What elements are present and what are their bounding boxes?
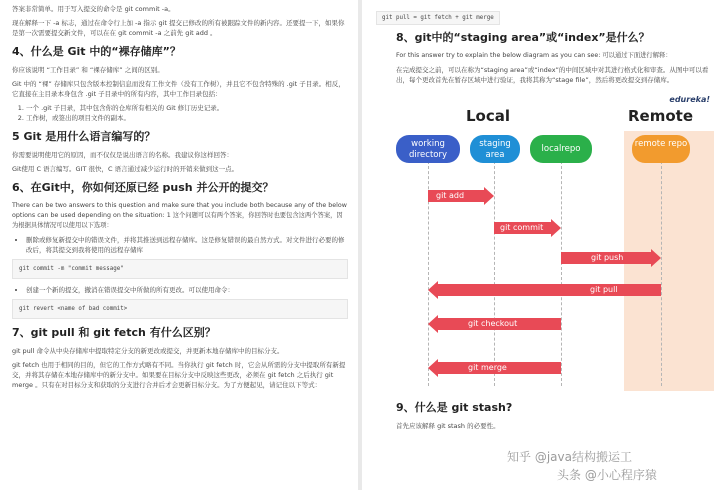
column-label: working directory xyxy=(408,139,448,160)
column-label: remote repo xyxy=(634,139,688,149)
remote-label: Remote xyxy=(628,107,694,125)
right-page xyxy=(362,0,720,490)
arrow-label: git pull xyxy=(590,285,618,294)
watermark-toutiao: 头条 @小心程序猿 xyxy=(557,468,657,482)
arrow-git-commit xyxy=(494,219,561,237)
q7-paragraph-1: git pull 命令从中央存储库中提取特定分支的新更改或提交，并更新本地存储库中的目标分支。 xyxy=(12,347,284,355)
column-staging-area xyxy=(470,135,520,163)
arrow-label: git merge xyxy=(468,363,507,372)
arrow-git-add xyxy=(428,187,494,205)
q4-paragraph-1: 你应该说明 “工作目录” 和 “裸存储库” 之间的区别。 xyxy=(12,66,164,74)
column-label: staging area xyxy=(479,139,511,160)
arrow-label: git push xyxy=(591,253,624,262)
q6-title: 6、在Git中，你如何还原已经 push 并公开的提交？ xyxy=(12,181,274,194)
q4-title: 4、什么是 Git 中的“裸存储库”？ xyxy=(12,45,181,58)
brand-logo: edureka! xyxy=(669,95,710,104)
q7-title: 7、git pull 和 git fetch 有什么区别？ xyxy=(12,326,216,339)
q6-bullets-2 xyxy=(26,285,348,295)
arrow-git-merge xyxy=(428,359,561,377)
list-item: • 创建一个新的提交，撤消在错误提交中所做的所有更改。可以使用命令： xyxy=(26,285,348,295)
q9-paragraph-1: 首先应该解释 git stash 的必要性。 xyxy=(396,422,500,430)
q5-title: 5 Git 是用什么语言编写的？ xyxy=(12,130,156,143)
list-item: • 删除或修复新提交中的错误文件，并将其推送到远程存储库。这是修复错误的最自然方式。对文件进行必要的修改后，将其提交到我将使用的远程存储库 xyxy=(26,235,348,255)
q8-title: 8、git中的“staging area”或“index”是什么？ xyxy=(396,31,650,44)
q5-paragraph-1: 你需要说明使用它的原因，而不仅仅是说出语言的名称。我建议你这样回答： xyxy=(12,151,233,159)
arrow-git-checkout xyxy=(428,315,561,333)
column-working-directory xyxy=(396,135,460,163)
arrow-label: git add xyxy=(436,191,465,200)
code-block-commit: git commit -m "commit message" xyxy=(12,259,348,279)
arrow-label: git checkout xyxy=(468,319,518,328)
local-label: Local xyxy=(466,107,511,125)
remote-repo-lifeline xyxy=(661,161,662,386)
intro-flag-a: 现在解释一下 -a 标志，通过在命令行上加 -a 指示 git 提交已修改的所有被跟踪文件的新内容。还要提一下，如果你是第一次需要提交新文件，可以在在 git commit -a 之前先 git add 。 xyxy=(12,19,345,37)
code-block-revert: git revert <name of bad commit> xyxy=(12,299,348,319)
list-item: 2. 工作树，或签出的项目文件的副本。 xyxy=(26,113,348,123)
q4-paragraph-2: Git 中的 “裸” 存储库只包含版本控制信息而没有工作文件（没有工作树），并且它不包含特殊的 .git 子目录。相反，它直接在主目录本身包含 .git 子目录中的所有内容，其中工作目录包括： xyxy=(12,80,345,98)
q4-list xyxy=(26,103,348,123)
q5-paragraph-2: Git使用 C 语言编写。GIT 很快，C 语言通过减少运行时的开销来做到这一点。 xyxy=(12,165,239,173)
arrow-git-pull xyxy=(428,281,661,299)
q7-paragraph-2: git fetch 也用于相同的目的，但它的工作方式略有不同。当你执行 git fetch 时，它会从所需的分支中提取所有新提交，并将其存储在本地存储库中的新分支中。如果要在目标分支中反映这些更改，必须在 git fetch 之后执行 git merge 。只有在对目标分支和获取的分支进行合并后才会更新目标分支。为了方便起见，请记住以下等式： xyxy=(12,361,346,389)
left-page xyxy=(0,0,358,490)
localrepo-lifeline xyxy=(561,161,562,386)
code-block-pull-equation: git pull = git fetch + git merge xyxy=(376,11,500,25)
watermark-zhihu: 知乎 @java结构搬运工 xyxy=(507,450,632,464)
q8-paragraph-1: For this answer try to explain the below diagram as you can see: 可以通过下面进行解释： xyxy=(396,52,672,59)
git-staging-diagram xyxy=(396,91,714,391)
q8-paragraph-2: 在完成提交之前，可以在称为“staging area”或“index”的中间区域中对其进行格式化和审查。从图中可以看出，每个更改首先在暂存区域中进行验证，我将其称为“stage file”，然后将更改提交到存储库。 xyxy=(396,66,709,84)
list-item: 1. 一个 .git 子目录，其中包含你的仓库所有相关的 Git 修订历史记录。 xyxy=(26,103,348,113)
intro-top: 答案非常简单。用于写入提交的命令是 git commit -a。 xyxy=(12,5,175,13)
q9-title: 9、什么是 git stash? xyxy=(396,401,513,414)
column-localrepo xyxy=(530,135,592,163)
q6-bullets-1 xyxy=(26,235,348,255)
column-label: localrepo xyxy=(541,144,581,154)
q6-paragraph-1: There can be two answers to this question and make sure that you include both because any of the below options can be used depending on the situation: 1 这个问题可以有两个答案，你回答时也要包含这两个答案，因为根据具体情况可以使用以下选项： xyxy=(12,202,347,229)
column-remote-repo xyxy=(632,135,690,163)
arrow-git-push xyxy=(561,249,661,267)
staging-area-lifeline xyxy=(494,161,495,386)
arrow-label: git commit xyxy=(500,223,544,232)
